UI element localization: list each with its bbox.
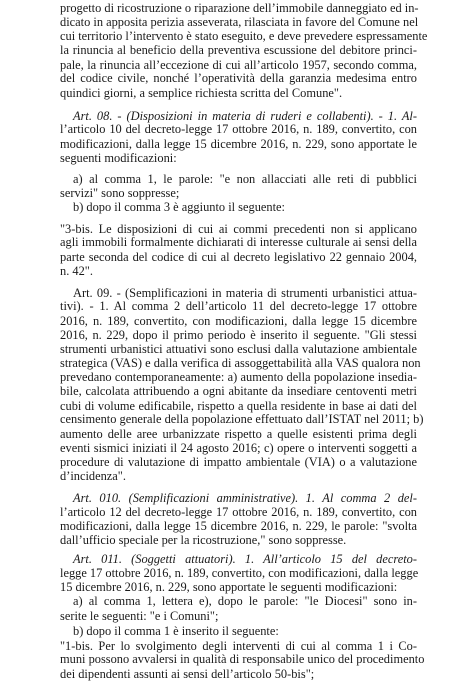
text-line: "1-bis. Per lo svolgimento degli interventi di cui al comma 1 i Co- [60,639,417,653]
text-line: 2016, n. 189, convertito, con modificazioni, dalla legge 15 dicembre [60,314,417,328]
text-line: dicato in apposita perizia asseverata, rilasciata in favore del Comune nel [60,15,419,29]
text-line: procedure di valutazione di impatto ambientale (VIA) o a valutazione [60,455,417,469]
text-line: strumenti urbanistici attuativi sono esclusi dalla valutazione ambientale [60,342,417,356]
text-line: l’articolo 12 del decreto-legge 17 ottobre 2016, n. 189, convertito, con [60,505,417,519]
text-line: censimento generale della popolazione effettuato dall’ISTAT nel 2011; b) [60,412,424,426]
article-010-heading: Art. 010. (Semplificazioni amministrative). 1. Al comma 2 del- [73,491,417,505]
text-line: aumento delle aree urbanizzate rispetto a quelle esistenti prima degli [60,427,417,441]
article-08-heading: Art. 08. - (Disposizioni in materia di ruderi e collabenti). - 1. Al- [73,109,417,123]
text-line: 2016, n. 229, dopo il primo periodo è inserito il seguente. "Gli stessi [60,328,417,342]
text-line: l’articolo 10 del decreto-legge 17 ottobre 2016, n. 189, convertito, con [60,122,417,136]
text-line: tivi). - 1. Al comma 2 dell’articolo 11 del decreto-legge 17 ottobre [60,299,417,313]
text-line: modificazioni, dalla legge 15 dicembre 2016, n. 229, sono apportate le [60,137,417,151]
text-line: pale, la rinuncia all’eccezione di cui all’articolo 1957, secondo comma, [60,58,417,72]
text-line: b) dopo il comma 3 è aggiunto il seguente: [73,200,285,214]
text-line: muni possono avvalersi in qualità di responsabile unico del procedimento [60,652,425,666]
text-line: la rinuncia al beneficio della preventiva escussione del debitore princi- [60,43,417,57]
text-line: dall’ufficio speciale per la ricostruzione," sono soppresse. [60,533,347,547]
article-09-heading: Art. 09. - (Semplificazioni in materia di strumenti urbanistici attua- [73,286,417,300]
text-line: servizi" sono soppresse; [60,186,180,200]
text-line: serite le seguenti: "e i Comuni"; [60,609,219,623]
text-line: n. 42". [60,264,93,278]
text-line: b) dopo il comma 1 è inserito il seguente: [73,624,279,638]
text-line: eventi sismici iniziati il 24 agosto 2016; c) opere o interventi soggetti a [60,441,417,455]
text-line: dei dipendenti assunti ai sensi dell’articolo 50-bis"; [60,667,315,681]
text-line: del codice civile, nonché l’operatività della garanzia medesima entro [60,71,417,85]
text-line: progetto di ricostruzione o riparazione dell’immobile danneggiato ed in- [60,1,419,15]
text-line: a) al comma 1, le parole: "e non allacciati alle reti di pubblici [73,172,417,186]
text-line: seguenti modificazioni: [60,151,177,165]
text-line: a) al comma 1, lettera e), dopo le parole: "le Diocesi" sono in- [73,594,417,608]
text-line: "3-bis. Le disposizioni di cui ai commi precedenti non si applicano [60,222,417,236]
text-line: prevedano contemporaneamente: a) aumento della popolazione insedia- [60,370,417,384]
text-line: quindici giorni, a semplice richiesta scritta del Comune". [60,86,343,100]
text-line: legge 17 ottobre 2016, n. 189, convertito, con modificazioni, dalla legge [60,566,419,580]
text-line: cui territorio l’intervento è stato eseguito, e deve prevedere espressamente [60,29,428,43]
text-line: modificazioni, dalla legge 15 dicembre 2016, n. 229, le parole: "svolta [60,519,417,533]
text-line: strategica (VAS) e dalla verifica di assoggettabilità alla VAS qualora non [60,356,421,370]
article-011-heading: Art. 011. (Soggetti attuatori). 1. All’articolo 15 del decreto- [73,552,417,566]
text-line: bile, calcolata attribuendo a ogni abitante da insediare centoventi metri [60,384,417,398]
text-line: agli immobili formalmente dichiarati di interesse culturale ai sensi della [60,235,417,249]
text-line: d’incidenza". [60,469,126,483]
text-line: cubi di volume edificabile, rispetto a quella residente in base ai dati del [60,399,417,413]
text-line: 15 dicembre 2016, n. 229, sono apportate le seguenti modificazioni: [60,580,398,594]
text-line: parte seconda del codice di cui al decreto legislativo 22 gennaio 2004, [60,250,417,264]
